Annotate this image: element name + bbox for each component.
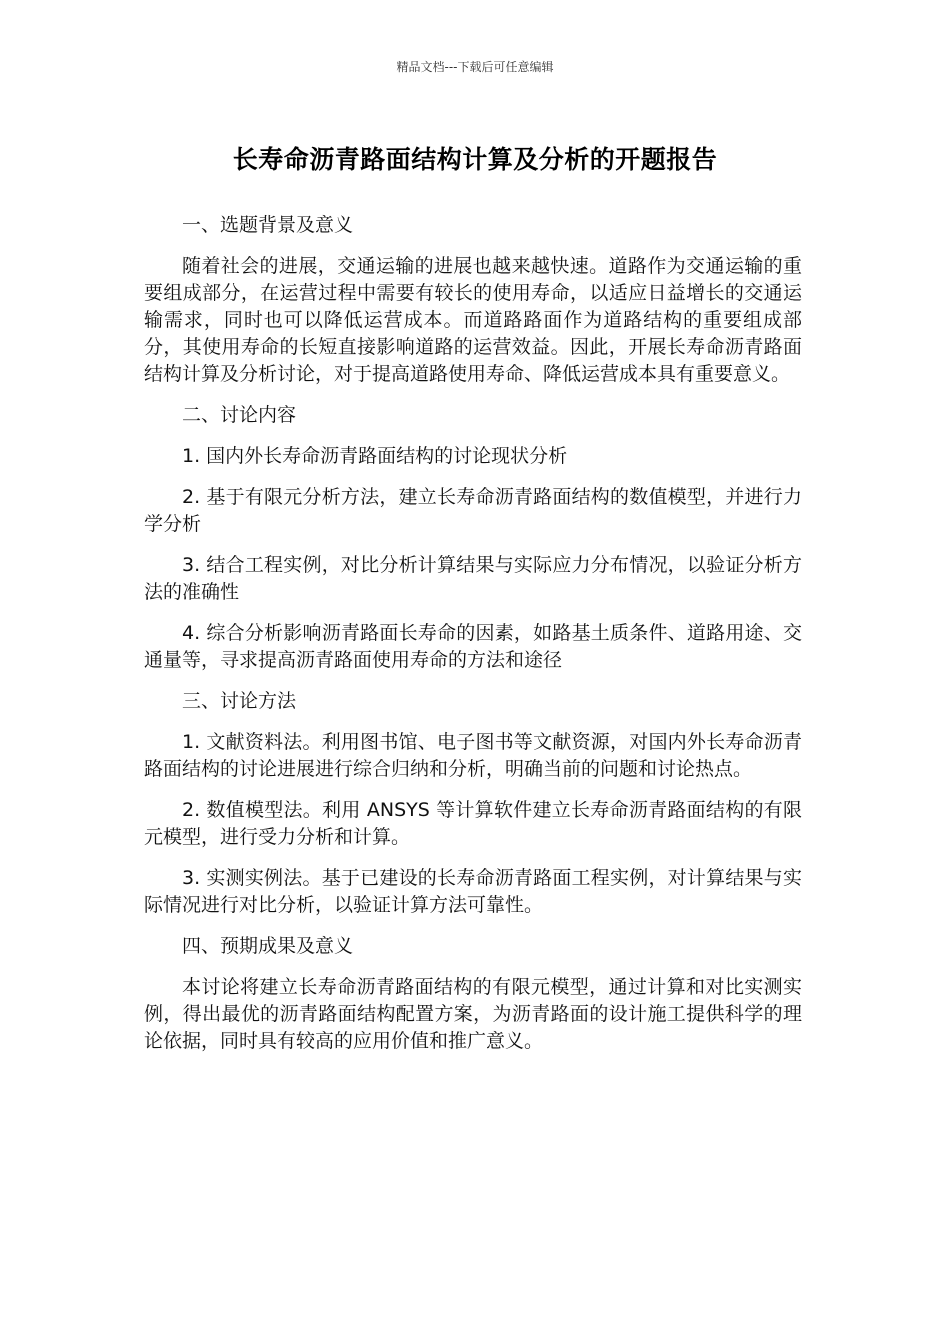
list-item: 2. 基于有限元分析方法，建立长寿命沥青路面结构的数值模型，并进行力学分析 [144, 486, 802, 535]
section-heading-background: 一、选题背景及意义 [182, 214, 354, 236]
section-heading-content: 二、讨论内容 [182, 404, 297, 426]
list-item: 1. 国内外长寿命沥青路面结构的讨论现状分析 [182, 445, 568, 467]
document-title: 长寿命沥青路面结构计算及分析的开题报告 [232, 145, 718, 174]
list-item: 1. 文献资料法。利用图书馆、电子图书等文献资源，对国内外长寿命沥青路面结构的讨论进展进行综合归纳和分析，明确当前的问题和讨论热点。 [144, 731, 802, 780]
paragraph: 本讨论将建立长寿命沥青路面结构的有限元模型，通过计算和对比实测实例，得出最优的沥青路面结构配置方案，为沥青路面的设计施工提供科学的理论依据，同时具有较高的应用价值和推广意义。 [144, 976, 802, 1052]
section-heading-methods: 三、讨论方法 [182, 690, 297, 712]
paragraph: 随着社会的进展，交通运输的进展也越来越快速。道路作为交通运输的重要组成部分，在运营过程中需要有较长的使用寿命，以适应日益增长的交通运输需求，同时也可以降低运营成本。而道路路面作为道路结构的重要组成部分，其使用寿命的长短直接影响道路的运营效益。因此，开展长寿命沥青路面结构计算及分析讨论，对于提高道路使用寿命、降低运营成本具有重要意义。 [144, 255, 802, 385]
list-item: 3. 实测实例法。基于已建设的长寿命沥青路面工程实例，对计算结果与实际情况进行对比分析，以验证计算方法可靠性。 [144, 867, 802, 916]
list-item: 3. 结合工程实例，对比分析计算结果与实际应力分布情况，以验证分析方法的准确性 [144, 554, 802, 603]
list-item: 4. 综合分析影响沥青路面长寿命的因素，如路基土质条件、道路用途、交通量等，寻求提高沥青路面使用寿命的方法和途径 [144, 622, 802, 671]
section-heading-results: 四、预期成果及意义 [182, 935, 354, 957]
list-item: 2. 数值模型法。利用 ANSYS 等计算软件建立长寿命沥青路面结构的有限元模型，进行受力分析和计算。 [144, 799, 802, 848]
document-body [144, 212, 802, 1069]
header-note: 精品文档---下载后可任意编辑 [396, 60, 554, 74]
